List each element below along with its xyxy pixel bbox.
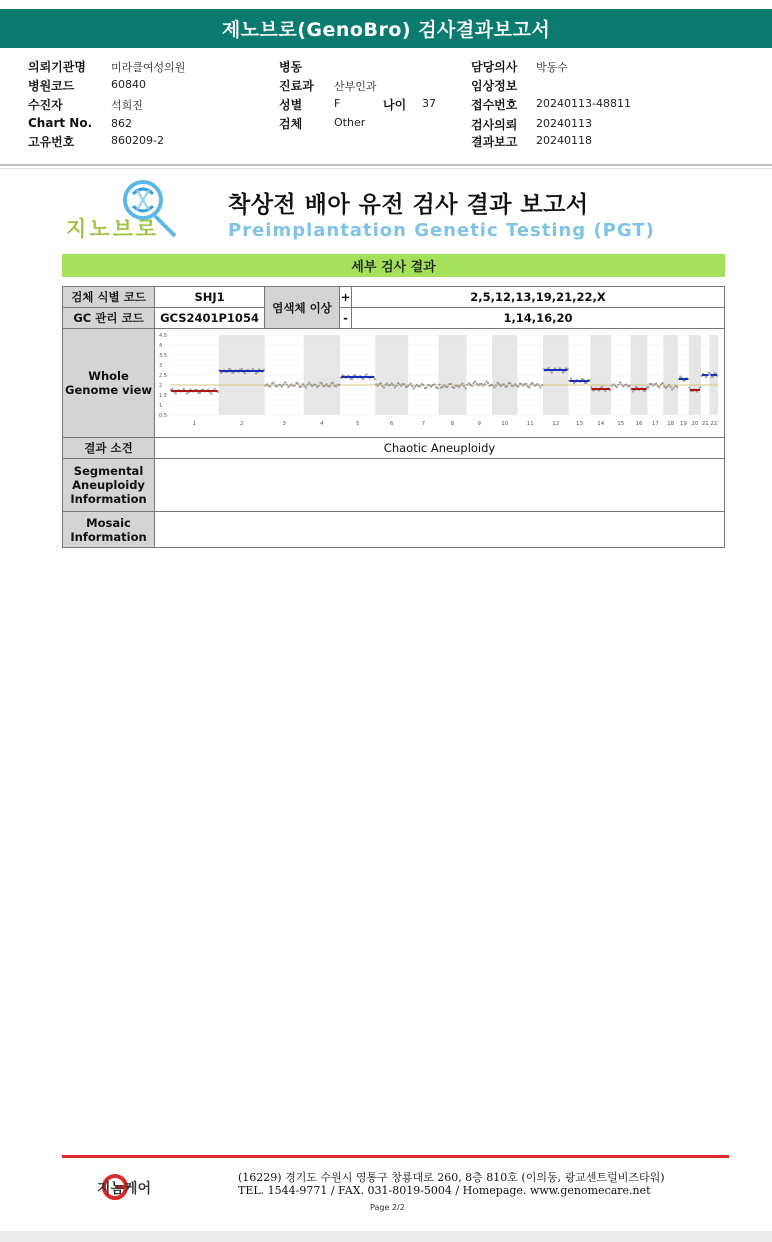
whole-genome-chart xyxy=(156,329,724,434)
y-tick-label: 4.5 xyxy=(158,333,167,339)
x-tick-label: 12 xyxy=(551,421,559,427)
report-subtitle: Preimplantation Genetic Testing (PGT) xyxy=(228,220,655,241)
data-point xyxy=(625,384,627,386)
whole-genome-label: Whole Genome view xyxy=(63,329,155,438)
data-point xyxy=(480,383,482,385)
data-point xyxy=(395,385,397,387)
data-point xyxy=(461,383,463,385)
hospital-code-label: 병원코드 xyxy=(28,79,75,93)
data-point xyxy=(213,388,215,390)
receipt-no-label: 접수번호 xyxy=(471,98,518,112)
sex-label: 성별 xyxy=(279,98,303,112)
data-point xyxy=(699,386,701,388)
data-point xyxy=(601,386,603,388)
x-tick-label: 4 xyxy=(319,421,324,427)
data-point xyxy=(672,387,674,389)
ward-label: 병동 xyxy=(279,60,303,74)
data-point xyxy=(655,382,657,384)
data-point xyxy=(650,383,652,385)
patient-label: 수진자 xyxy=(28,98,63,112)
data-point xyxy=(382,386,384,388)
request-date-value: 20240113 xyxy=(536,117,592,130)
data-point xyxy=(498,383,500,385)
data-point xyxy=(617,384,619,386)
data-point xyxy=(269,385,271,387)
dept-label: 진료과 xyxy=(279,79,314,93)
data-point xyxy=(661,382,663,384)
data-point xyxy=(620,383,622,385)
data-point xyxy=(320,383,322,385)
data-point xyxy=(411,385,413,387)
data-point xyxy=(449,383,451,385)
data-point xyxy=(287,386,289,388)
data-point xyxy=(243,372,245,374)
data-point xyxy=(422,384,424,386)
data-point xyxy=(707,372,709,374)
data-point xyxy=(433,383,435,385)
data-point xyxy=(502,383,504,385)
data-point xyxy=(536,383,538,385)
section-title: 세부 검사 결과 xyxy=(62,254,725,277)
abnormal-label: 염색체 이상 xyxy=(265,287,340,329)
data-point xyxy=(658,386,660,388)
data-point xyxy=(293,384,295,386)
data-point xyxy=(704,376,706,378)
patient-value: 석희진 xyxy=(111,99,143,112)
data-point xyxy=(659,384,661,386)
unique-no-value: 860209-2 xyxy=(111,134,164,147)
data-point xyxy=(436,387,438,389)
footer-contact: TEL. 1544-9771 / FAX. 031-8019-5004 / Homepage. www.genomecare.net xyxy=(238,1184,651,1197)
data-point xyxy=(328,385,330,387)
data-point xyxy=(296,383,298,385)
data-point xyxy=(254,372,256,374)
x-tick-label: 10 xyxy=(500,421,508,427)
data-point xyxy=(667,384,669,386)
y-tick-label: 3 xyxy=(158,363,162,369)
data-point xyxy=(282,383,284,385)
x-tick-label: 21 xyxy=(701,421,709,427)
age-label: 나이 xyxy=(383,98,407,112)
gc-code-label: GC 관리 코드 xyxy=(63,308,155,329)
data-point xyxy=(483,383,485,385)
x-tick-label: 20 xyxy=(690,421,698,427)
result-value: Chaotic Aneuploidy xyxy=(155,438,725,459)
data-point xyxy=(604,390,606,392)
x-tick-label: 11 xyxy=(526,421,534,427)
data-point xyxy=(308,382,310,384)
y-tick-label: 2.5 xyxy=(158,373,167,379)
report-title: 착상전 배아 유전 검사 결과 보고서 xyxy=(228,192,589,218)
x-tick-label: 22 xyxy=(709,421,717,427)
data-point xyxy=(472,382,474,384)
unique-no-label: 고유번호 xyxy=(28,135,75,149)
y-tick-label: 4 xyxy=(158,343,162,349)
report-header-title: 제노브로(GenoBro) 검사결과보고서 xyxy=(0,9,772,48)
data-point xyxy=(464,387,466,389)
data-point xyxy=(569,377,571,379)
doctor-label: 담당의사 xyxy=(471,60,518,74)
specimen-label: 검체 xyxy=(279,117,303,131)
report-date-label: 결과보고 xyxy=(471,135,518,149)
receipt-no-value: 20240113-48811 xyxy=(536,97,631,110)
data-point xyxy=(666,386,668,388)
data-point xyxy=(491,384,493,386)
data-point xyxy=(539,386,541,388)
data-point xyxy=(389,384,391,386)
data-point xyxy=(525,383,527,385)
footer-divider xyxy=(62,1155,729,1158)
x-tick-label: 2 xyxy=(239,421,243,427)
data-point xyxy=(467,382,469,384)
data-point xyxy=(419,385,421,387)
data-point xyxy=(392,384,394,386)
data-point xyxy=(362,378,364,380)
data-point xyxy=(514,383,516,385)
data-point xyxy=(528,386,530,388)
data-point xyxy=(280,385,282,387)
institution-value: 미라클여성의원 xyxy=(111,61,186,74)
sex-value: F xyxy=(334,97,341,110)
segmental-value xyxy=(155,459,725,512)
footer-address: (16229) 경기도 수원시 영통구 창룡대로 260, 8층 810호 (이의동, 광교센트럴비즈타워) xyxy=(238,1171,665,1184)
data-point xyxy=(303,385,305,387)
x-tick-label: 17 xyxy=(651,421,659,427)
data-point xyxy=(477,384,479,386)
data-point xyxy=(462,385,464,387)
data-point xyxy=(174,392,176,394)
x-tick-label: 15 xyxy=(616,421,624,427)
data-point xyxy=(331,382,333,384)
clinical-label: 임상정보 xyxy=(471,79,518,93)
x-tick-label: 13 xyxy=(575,421,583,427)
data-point xyxy=(251,368,253,370)
data-point xyxy=(494,384,496,386)
data-point xyxy=(644,390,646,392)
y-tick-label: 1 xyxy=(158,403,162,409)
gc-code-value: GCS2401P1054 xyxy=(155,308,265,329)
x-tick-label: 6 xyxy=(389,421,394,427)
data-point xyxy=(453,387,455,389)
x-tick-label: 19 xyxy=(679,421,687,427)
data-point xyxy=(628,385,630,387)
data-point xyxy=(365,373,367,375)
data-point xyxy=(669,386,671,388)
chart-no-label: Chart No. xyxy=(28,116,93,130)
data-point xyxy=(300,385,302,387)
data-point xyxy=(470,385,472,387)
x-tick-label: 14 xyxy=(596,421,604,427)
genomecare-logo-text: 지놈케어 xyxy=(97,1181,152,1197)
x-tick-label: 3 xyxy=(281,421,286,427)
data-point xyxy=(266,383,268,385)
data-point xyxy=(446,386,448,388)
data-point xyxy=(506,385,508,387)
dept-value: 산부인과 xyxy=(334,80,377,93)
data-point xyxy=(618,381,620,383)
data-point xyxy=(409,382,411,384)
specimen-value: Other xyxy=(334,116,366,129)
mosaic-label: Mosaic Information xyxy=(63,512,155,548)
data-point xyxy=(614,384,616,386)
x-tick-label: 7 xyxy=(421,421,425,427)
bottom-band xyxy=(0,1231,772,1242)
data-point xyxy=(688,387,690,389)
data-point xyxy=(335,385,337,387)
data-point xyxy=(390,382,392,384)
data-point xyxy=(615,386,617,388)
data-point xyxy=(171,388,173,390)
y-tick-label: 2 xyxy=(158,383,162,389)
data-point xyxy=(385,382,387,384)
data-point xyxy=(272,382,274,384)
data-point xyxy=(285,384,287,386)
data-point xyxy=(198,392,200,394)
gain-chromosomes: 2,5,12,13,19,21,22,X xyxy=(352,287,725,308)
age-value: 37 xyxy=(422,97,436,110)
gain-sign: + xyxy=(340,287,352,308)
data-point xyxy=(412,387,414,389)
data-point xyxy=(537,384,539,386)
specimen-id-label: 검체 식별 코드 xyxy=(63,287,155,308)
mosaic-value xyxy=(155,512,725,548)
data-point xyxy=(414,385,416,387)
data-point xyxy=(403,383,405,385)
data-point xyxy=(493,386,495,388)
top-band xyxy=(0,0,772,4)
data-point xyxy=(376,385,378,387)
genobro-logo-text: 지노브로 xyxy=(66,217,160,241)
data-point xyxy=(647,386,649,388)
data-point xyxy=(474,380,476,382)
y-tick-label: 3.5 xyxy=(158,353,167,359)
data-point xyxy=(541,384,543,386)
data-point xyxy=(240,368,242,370)
data-point xyxy=(407,384,409,386)
data-point xyxy=(441,386,443,388)
patient-info-block xyxy=(0,55,772,153)
data-point xyxy=(317,385,319,387)
hospital-code-value: 60840 xyxy=(111,78,146,91)
data-point xyxy=(676,386,678,388)
loss-sign: - xyxy=(340,308,352,329)
x-tick-label: 8 xyxy=(450,421,454,427)
result-label: 결과 소견 xyxy=(63,438,155,459)
request-date-label: 검사의뢰 xyxy=(471,118,518,132)
data-point xyxy=(338,384,340,386)
data-point xyxy=(275,385,277,387)
data-point xyxy=(314,384,316,386)
data-point xyxy=(585,382,587,384)
page-number: Page 2/2 xyxy=(370,1203,405,1212)
x-tick-label: 5 xyxy=(355,421,359,427)
data-point xyxy=(430,386,432,388)
data-point xyxy=(610,385,612,387)
data-point xyxy=(283,381,285,383)
data-point xyxy=(438,384,440,386)
y-tick-label: 0.5 xyxy=(158,413,167,419)
data-point xyxy=(425,387,427,389)
data-point xyxy=(325,383,327,385)
data-point xyxy=(304,386,306,388)
data-point xyxy=(290,383,292,385)
data-point xyxy=(393,386,395,388)
data-point xyxy=(517,385,519,387)
data-point xyxy=(459,384,461,386)
header-divider xyxy=(0,164,772,166)
y-tick-label: 1.5 xyxy=(158,393,167,399)
data-point xyxy=(550,371,552,373)
data-point xyxy=(306,384,308,386)
data-point xyxy=(486,382,488,384)
data-point xyxy=(379,382,381,384)
header-divider-light xyxy=(0,168,772,169)
data-point xyxy=(531,382,533,384)
data-point xyxy=(547,367,549,369)
report-date-value: 20240118 xyxy=(536,134,592,147)
institution-label: 의뢰기관명 xyxy=(28,60,86,74)
data-point xyxy=(509,382,511,384)
x-tick-label: 1 xyxy=(192,421,196,427)
data-point xyxy=(182,388,184,390)
data-point xyxy=(210,392,212,394)
result-table xyxy=(62,286,725,548)
specimen-id-value: SHJ1 xyxy=(155,287,265,308)
data-point xyxy=(373,378,375,380)
data-point xyxy=(671,388,673,390)
data-point xyxy=(301,383,303,385)
loss-chromosomes: 1,14,16,20 xyxy=(352,308,725,329)
data-point xyxy=(520,383,522,385)
whole-genome-chart-cell xyxy=(155,329,725,438)
x-tick-label: 9 xyxy=(477,421,481,427)
x-tick-label: 18 xyxy=(666,421,674,427)
chart-no-value: 862 xyxy=(111,117,132,130)
x-tick-label: 16 xyxy=(635,421,643,427)
segmental-label: Segmental Aneuploidy Information xyxy=(63,459,155,512)
data-point xyxy=(457,386,459,388)
doctor-value: 박동수 xyxy=(536,61,568,74)
data-point xyxy=(351,378,353,380)
data-point xyxy=(663,385,665,387)
